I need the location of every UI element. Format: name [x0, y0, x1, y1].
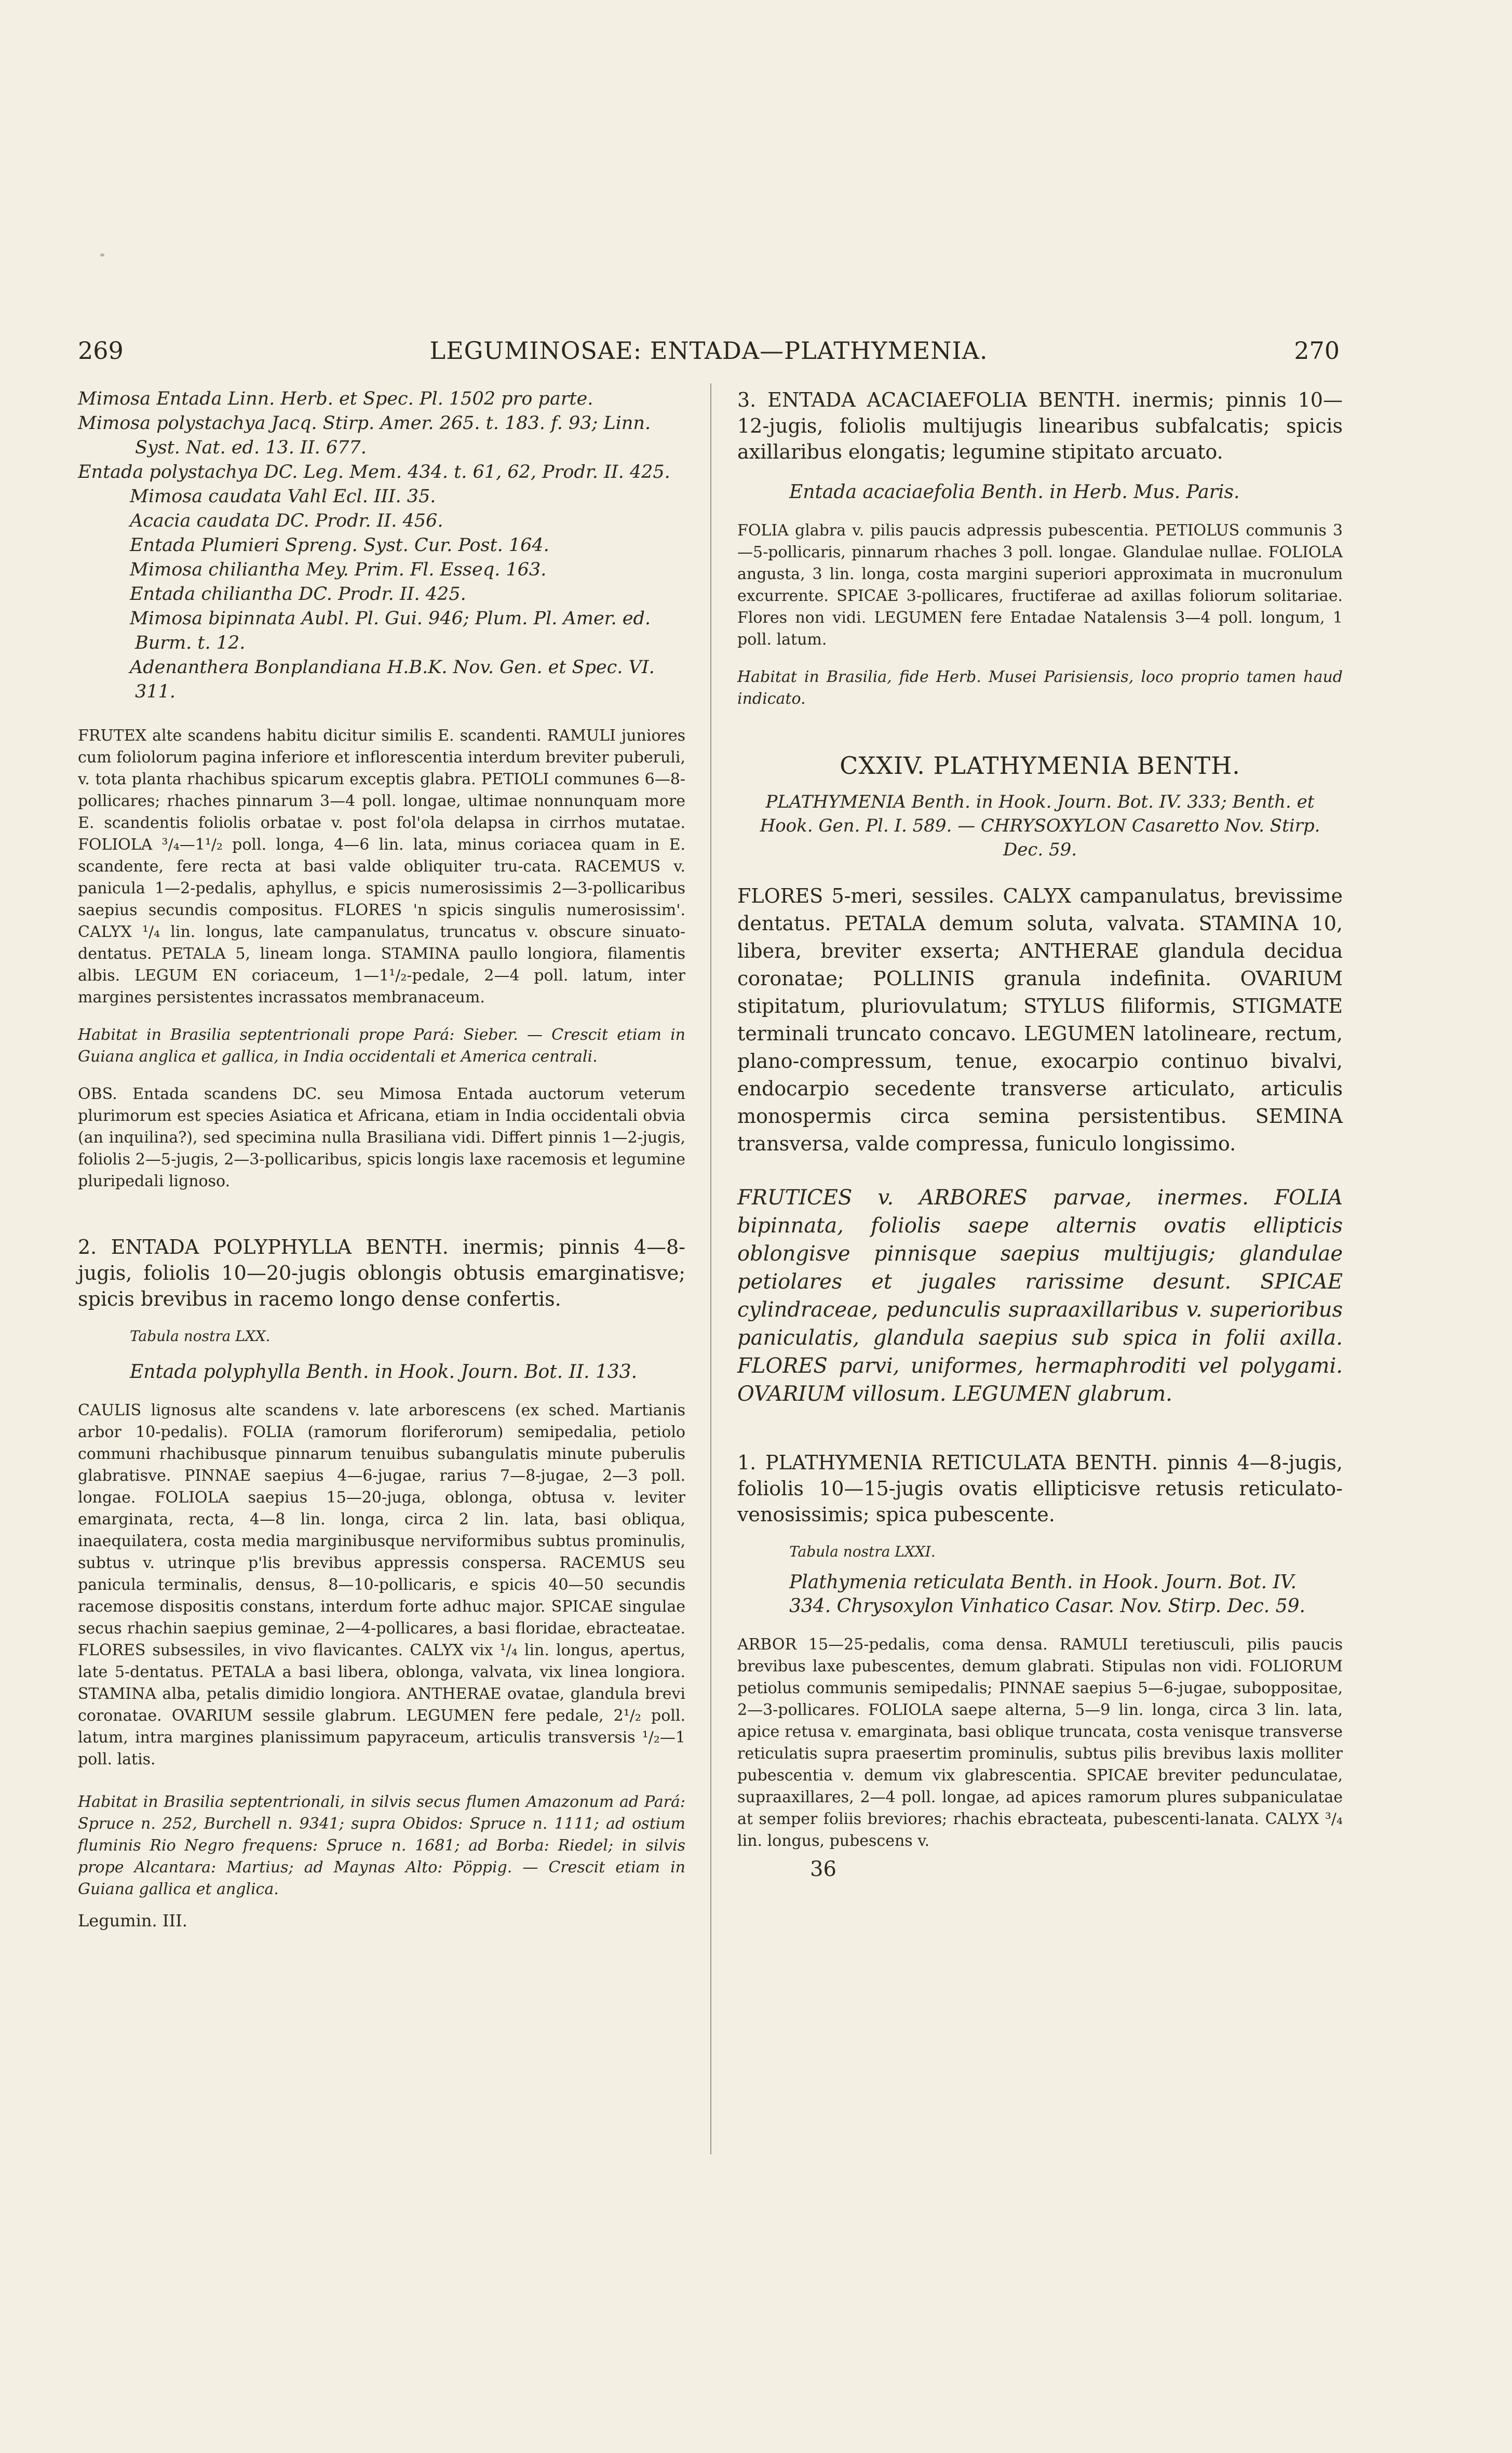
left-column: [78, 387, 685, 1931]
species-heading: 1. PLATHYMENIA RETICULATA BENTH. pinnis 4—8-jugis, foliolis 10—15-jugis ovatis ellipticisve retusis reticulato-venosissimis; spica pubescente.: [737, 1451, 1343, 1526]
genus-heading: CXXIV. PLATHYMENIA BENTH.: [840, 752, 1240, 780]
plate-reference: Tabula nostra LXX.: [130, 1328, 271, 1345]
genus-synonymy: PLATHYMENIA Benth. in Hook. Journ. Bot. IV. 333; Benth. et Hook. Gen. Pl. I. 589. — CHRYSOXYLON Casaretto Nov. Stirp. Dec. 59.: [760, 792, 1320, 860]
column-rule: [710, 383, 711, 2154]
synonym-entry: Entada chiliantha DC. Prodr. II. 425.: [130, 584, 466, 605]
observation-note: OBS. Entada scandens DC. seu Mimosa Entada auctorum veterum plurimorum est species Asiatica et Africana, etiam in India occidentali obvia (an inquilina?), sed specimina nulla Brasiliana vidi. Differt pinnis 1—2-jugis, foliolis 2—5-jugis, 2—3-pollicaribus, spicis longis laxe racemosis et legumine pluripedali lignoso.: [78, 1085, 685, 1190]
ink-spot: [100, 253, 104, 257]
plate-reference: Tabula nostra LXXI.: [789, 1543, 936, 1560]
synonym-entry: Mimosa Entada Linn. Herb. et Spec. Pl. 1502 pro parte.: [78, 388, 593, 409]
species-heading: 3. ENTADA ACACIAEFOLIA BENTH. inermis; pinnis 10—12-jugis, foliolis multijugis linearibus subfalcatis; spicis axillaribus elongatis; legumine stipitato arcuato.: [737, 388, 1343, 463]
signature-mark: Legumin. III.: [78, 1911, 187, 1931]
left-page-number: 269: [78, 337, 124, 365]
synonym-entry: Mimosa caudata Vahl Ecl. III. 35.: [130, 486, 436, 507]
habitat-note: Habitat in Brasilia septentrionali, in silvis secus flumen Amazonum ad Pará: Spruce n. 252, Burchell n. 9341; supra Obidos: Spruce n. 1111; ad ostium fluminis Rio Negro frequens: Spruce n. 1681; ad Borba: Riedel; in silvis prope Alcantara: Martius; ad Maynas Alto: Pöppig. — Crescit etiam in Guiana gallica et anglica.: [78, 1793, 685, 1898]
synonym-entry: Adenanthera Bonplandiana H.B.K. Nov. Gen. et Spec. VI. 311.: [130, 657, 655, 702]
species-description: FOLIA glabra v. pilis paucis adpressis pubescentia. PETIOLUS communis 3—5-pollicaris, pinnarum rhaches 3 poll. longae. Glandulae nullae. FOLIOLA angusta, 3 lin. longa, costa margini superiori approximata in mucronulum excurrente. SPICAE 3-pollicares, fructiferae ad axillas foliorum solitariae. Flores non vidi. LEGUMEN fere Entadae Natalensis 3—4 poll. longum, 1 poll. latum.: [737, 521, 1343, 649]
species-heading: 2. ENTADA POLYPHYLLA BENTH. inermis; pinnis 4—8-jugis, foliolis 10—20-jugis oblongis obtusis emarginatisve; spicis brevibus in racemo longo dense confertis.: [78, 1236, 685, 1310]
synonym-entry: Mimosa chiliantha Mey. Prim. Fl. Esseq. 163.: [130, 559, 547, 580]
species-citation: Plathymenia reticulata Benth. in Hook. Journ. Bot. IV. 334. Chrysoxylon Vinhatico Casar. Nov. Stirp. Dec. 59.: [789, 1572, 1305, 1617]
habitat-note: Habitat in Brasilia, fide Herb. Musei Parisiensis, loco proprio tamen haud indicato.: [737, 668, 1343, 708]
genus-habit: FRUTICES v. ARBORES parvae, inermes. FOLIA bipinnata, foliolis saepe alternis ovatis ellipticis oblongisve pinnisque saepius multijugis; glandulae petiolares et jugales rarissime desunt. SPICAE cylindraceae, pedunculis supraaxillaribus v. superioribus paniculatis, glandula saepius sub spica in folii axilla. FLORES parvi, uniformes, hermaphroditi vel polygami. OVARIUM villosum. LEGUMEN glabrum.: [737, 1186, 1343, 1406]
habitat-note: Habitat in Brasilia septentrionali prope Pará: Sieber. — Crescit etiam in Guiana anglica et gallica, in India occidentali et America centrali.: [78, 1026, 685, 1066]
species-citation: Entada acaciaefolia Benth. in Herb. Mus. Paris.: [789, 481, 1240, 503]
synonym-entry: Entada polystachya DC. Leg. Mem. 434. t. 61, 62, Prodr. II. 425.: [78, 462, 670, 482]
synonym-entry: Mimosa bipinnata Aubl. Pl. Gui. 946; Plum. Pl. Amer. ed. Burm. t. 12.: [130, 608, 651, 653]
species-citation: Entada polyphylla Benth. in Hook. Journ. Bot. II. 133.: [130, 1361, 638, 1383]
synonymy-list: [78, 387, 685, 704]
species-description: FRUTEX alte scandens habitu dicitur similis E. scandenti. RAMULI juniores cum foliolorum pagina inferiore et inflorescentia interdum breviter puberuli, v. tota planta rhachibus spicarum exceptis glabra. PETIOLI communes 6—8-pollicares; rhaches pinnarum 3—4 poll. longae, ultimae nonnunquam more E. scandentis foliolis orbatae v. post fol'ola delapsa in cirrhos mutatae. FOLIOLA ³/₄—1¹/₂ poll. longa, 4—6 lin. lata, minus coriacea quam in E. scandente, fere recta at basi valde obliquiter tru-cata. RACEMUS v. panicula 1—2-pedalis, aphyllus, e spicis numerosissimis 2—3-pollicaribus saepius secundis compositus. FLORES 'n spicis singulis numerosissim'. CALYX ¹/₄ lin. longus, late campanulatus, truncatus v. obscure sinuato-dentatus. PETALA 5, lineam longa. STAMINA paullo longiora, filamentis albis. LEGUM EN coriaceum, 1—1¹/₂-pedale, 2—4 poll. latum, inter margines persistentes incrassatos membranaceum.: [78, 727, 685, 1007]
species-description: CAULIS lignosus alte scandens v. late arborescens (ex sched. Martianis arbor 10-pedalis). FOLIA (ramorum floriferorum) semipedalia, petiolo communi rhachibusque pinnarum tenuibus subangulatis minute puberulis glabratisve. PINNAE saepius 4—6-jugae, rarius 7—8-jugae, 2—3 poll. longae. FOLIOLA saepius 15—20-juga, oblonga, obtusa v. leviter emarginata, recta, 4—8 lin. longa, circa 2 lin. lata, basi obliqua, inaequilatera, costa media marginibusque nerviformibus subtus prominulis, subtus v. utrinque p'lis brevibus appressis conspersa. RACEMUS seu panicula terminalis, densus, 8—10-pollicaris, e spicis 40—50 secundis racemose dispositis constans, interdum forte adhuc major. SPICAE singulae secus rhachin saepius geminae, 2—4-pollicares, a basi floridae, ebracteatae. FLORES subsessiles, in vivo flavicantes. CALYX vix ¹/₄ lin. longus, apertus, late 5-dentatus. PETALA a basi libera, oblonga, valvata, vix linea longiora. STAMINA alba, petalis dimidio longiora. ANTHERAE ovatae, glandula brevi coronatae. OVARIUM sessile glabrum. LEGUMEN fere pedale, 2¹/₂ poll. latum, intra margines planissimum papyraceum, articulis transversis ¹/₂—1 poll. latis.: [78, 1401, 685, 1768]
genus-description: FLORES 5-meri, sessiles. CALYX campanulatus, brevissime dentatus. PETALA demum soluta, valvata. STAMINA 10, libera, breviter exserta; ANTHERAE glandula decidua coronatae; POLLINIS granula indefinita. OVARIUM stipitatum, pluriovulatum; STYLUS filiformis, STIGMATE terminali truncato concavo. LEGUMEN latolineare, rectum, plano-compressum, tenue, exocarpio continuo bivalvi, endocarpio secedente transverse articulato, articulis monospermis circa semina persistentibus. SEMINA transversa, valde compressa, funiculo longissimo.: [737, 884, 1343, 1155]
running-title: LEGUMINOSAE: ENTADA—PLATHYMENIA.: [429, 337, 988, 365]
running-header: [78, 337, 1340, 368]
right-column: [737, 387, 1343, 1881]
right-page-number: 270: [1294, 337, 1340, 365]
signature-number: 36: [810, 1857, 836, 1881]
synonym-entry: Entada Plumieri Spreng. Syst. Cur. Post. 164.: [130, 535, 549, 556]
species-description: ARBOR 15—25-pedalis, coma densa. RAMULI teretiusculi, pilis paucis brevibus laxe pubescentes, demum glabrati. Stipulas non vidi. FOLIORUM petiolus communis semipedalis; PINNAE saepius 5—6-jugae, suboppositae, 2—3-pollicares. FOLIOLA saepe alterna, 5—9 lin. longa, circa 3 lin. lata, apice retusa v. emarginata, basi oblique truncata, costa venisque transverse reticulatis supra praesertim prominulis, subtus pilis brevibus laxis molliter pubescentia v. demum vix glabrescentia. SPICAE breviter pedunculatae, supraaxillares, 2—4 poll. longae, ad apices ramorum plures subpaniculatae at semper foliis breviores; rhachis ebracteata, pubescenti-lanata. CALYX ³/₄ lin. longus, pubescens v.: [737, 1636, 1343, 1850]
synonym-entry: Acacia caudata DC. Prodr. II. 456.: [130, 511, 443, 531]
synonym-entry: Mimosa polystachya Jacq. Stirp. Amer. 265. t. 183. f. 93; Linn. Syst. Nat. ed. 13. II. 677.: [78, 413, 651, 458]
